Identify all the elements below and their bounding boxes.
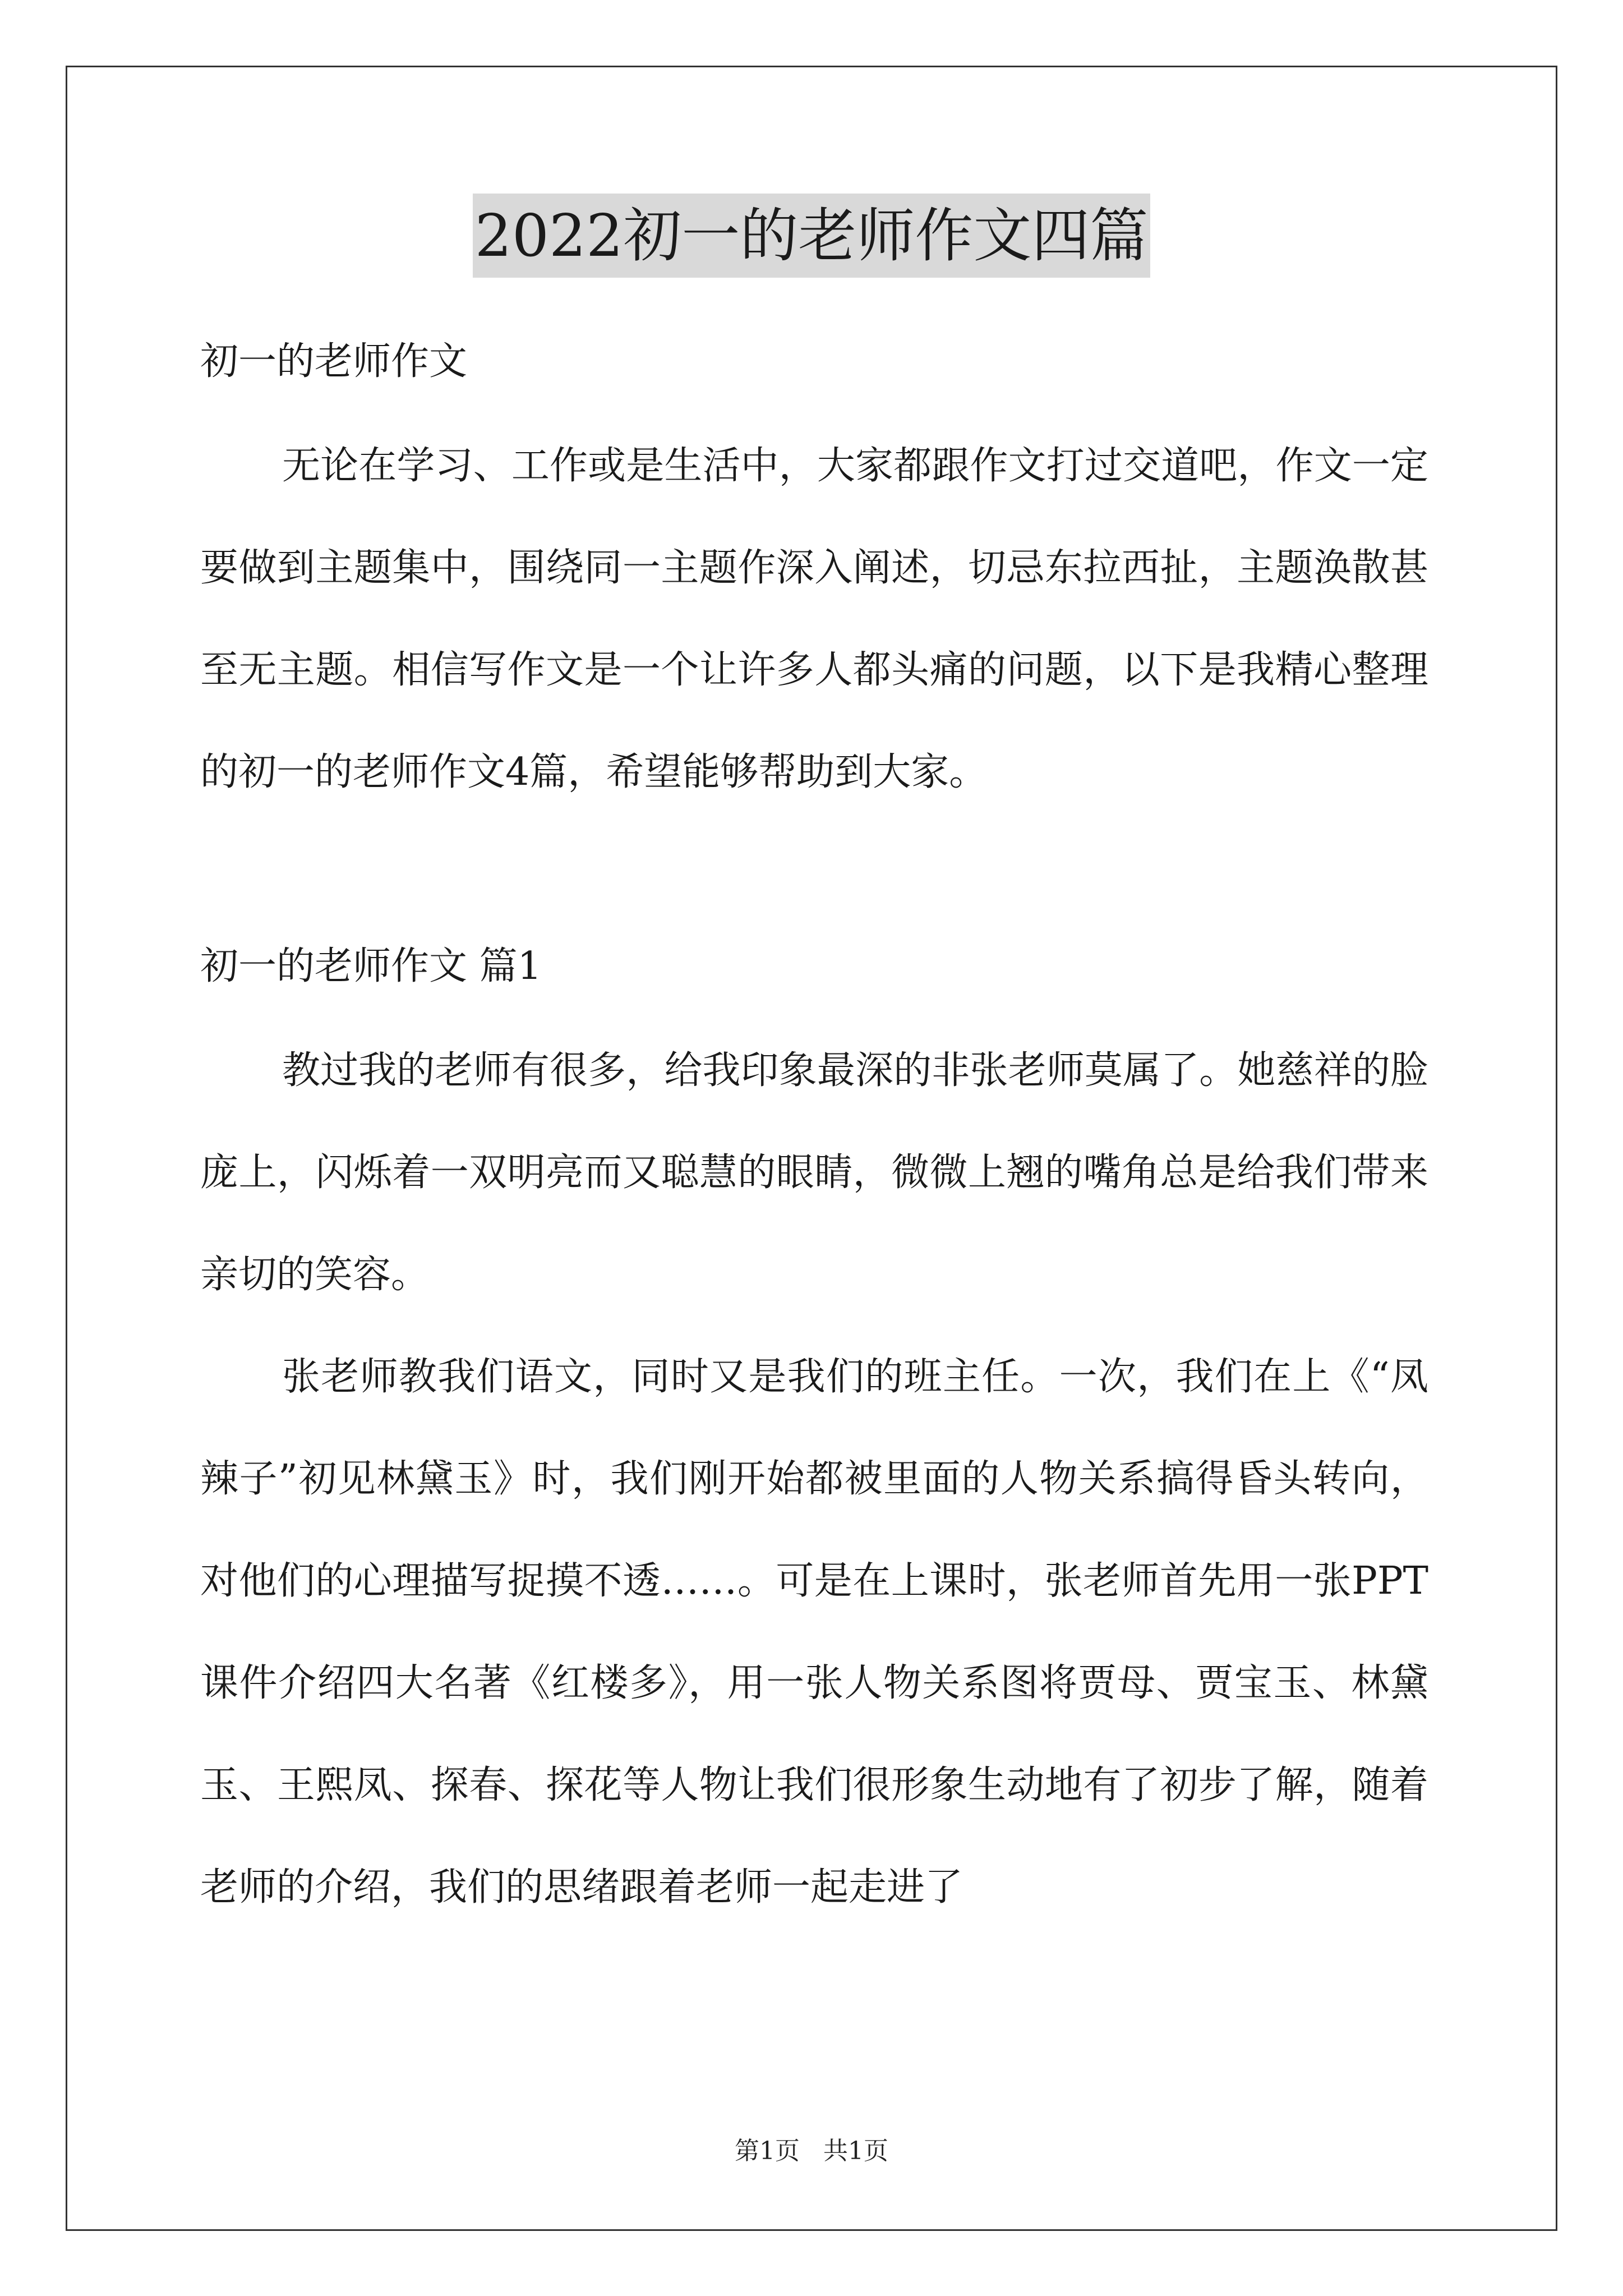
section-gap <box>200 823 1428 913</box>
page-number: 第1页 <box>735 2137 800 2165</box>
page-footer <box>0 2134 1623 2168</box>
section1-paragraph-2: 张老师教我们语文，同时又是我们的班主任。一次，我们在上《“凤辣子”初见林黛玉》时，我们刚开始都被里面的人物关系搞得昏头转向，对他们的心理描写捉摸不透……。可是在上课时，张老师首先用一张PPT课件介绍四大名著《红楼多》，用一张人物关系图将贾母、贾宝玉、林黛玉、王熙凤、探春、探花等人物让我们很形象生动地有了初步了解，随着老师的介绍，我们的思绪跟着老师一起走进了 <box>200 1355 1428 1910</box>
title-container <box>0 194 1623 278</box>
page-total: 共1页 <box>823 2137 888 2165</box>
section1-heading: 初一的老师作文 篇1 <box>200 944 542 988</box>
document-title: 2022初一的老师作文四篇 <box>473 194 1151 278</box>
intro-heading: 初一的老师作文 <box>200 339 468 384</box>
document-body <box>200 309 1428 1939</box>
section1-paragraph-1: 教过我的老师有很多，给我印象最深的非张老师莫属了。她慈祥的脸庞上，闪烁着一双明亮而又聪慧的眼睛，微微上翘的嘴角总是给我们带来亲切的笑容。 <box>200 1048 1428 1297</box>
intro-paragraph: 无论在学习、工作或是生活中，大家都跟作文打过交道吧，作文一定要做到主题集中，围绕同一主题作深入阐述，切忌东拉西扯，主题涣散甚至无主题。相信写作文是一个让许多人都头痛的问题，以下是我精心整理的初一的老师作文4篇，希望能够帮助到大家。 <box>200 444 1428 794</box>
